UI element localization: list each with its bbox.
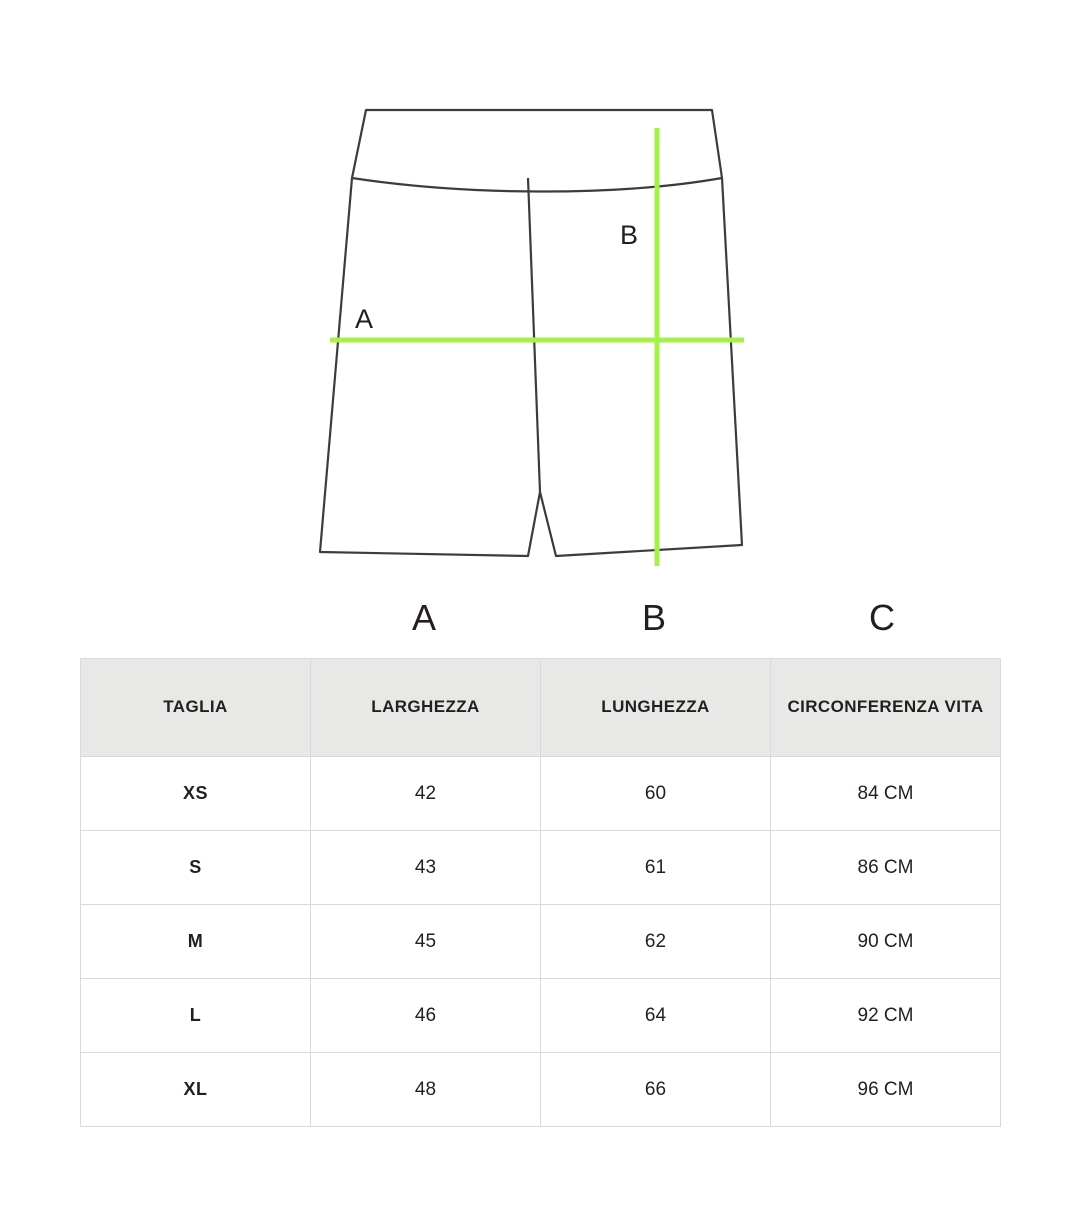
- header-larghezza: LARGHEZZA: [311, 659, 541, 757]
- size-guide-illustration: [0, 0, 1080, 600]
- cell-circonferenza: 90 CM: [771, 905, 1001, 979]
- cell-lunghezza: 66: [541, 1053, 771, 1127]
- table-row: [81, 1053, 1001, 1127]
- cell-larghezza: 45: [311, 905, 541, 979]
- cell-circonferenza: 84 CM: [771, 757, 1001, 831]
- size-table: [80, 658, 1001, 1127]
- header-taglia: TAGLIA: [81, 659, 311, 757]
- cell-lunghezza: 60: [541, 757, 771, 831]
- table-row: [81, 831, 1001, 905]
- cell-circonferenza: 96 CM: [771, 1053, 1001, 1127]
- cell-larghezza: 46: [311, 979, 541, 1053]
- cell-size: L: [81, 979, 311, 1053]
- cell-circonferenza: 86 CM: [771, 831, 1001, 905]
- column-letter-b: B: [641, 597, 667, 638]
- cell-size: XL: [81, 1053, 311, 1127]
- shorts-outline-group: [320, 110, 742, 556]
- cell-size: S: [81, 831, 311, 905]
- size-table-wrapper: [0, 658, 1080, 1127]
- column-letters: [0, 597, 1080, 658]
- cell-size: M: [81, 905, 311, 979]
- column-letter-a: A: [411, 597, 437, 638]
- cell-size: XS: [81, 757, 311, 831]
- table-row: [81, 905, 1001, 979]
- cell-larghezza: 42: [311, 757, 541, 831]
- cell-lunghezza: 61: [541, 831, 771, 905]
- cell-larghezza: 48: [311, 1053, 541, 1127]
- table-row: [81, 979, 1001, 1053]
- measure-label-a: A: [355, 304, 374, 334]
- cell-lunghezza: 64: [541, 979, 771, 1053]
- header-lunghezza: LUNGHEZZA: [541, 659, 771, 757]
- column-letter-c: C: [869, 597, 895, 638]
- header-circonferenza-vita: CIRCONFERENZA VITA: [771, 659, 1001, 757]
- table-header-row: [81, 659, 1001, 757]
- cell-circonferenza: 92 CM: [771, 979, 1001, 1053]
- shorts-drawing-svg: [0, 0, 1080, 600]
- cell-lunghezza: 62: [541, 905, 771, 979]
- cell-larghezza: 43: [311, 831, 541, 905]
- measure-label-b: B: [620, 220, 639, 250]
- table-row: [81, 757, 1001, 831]
